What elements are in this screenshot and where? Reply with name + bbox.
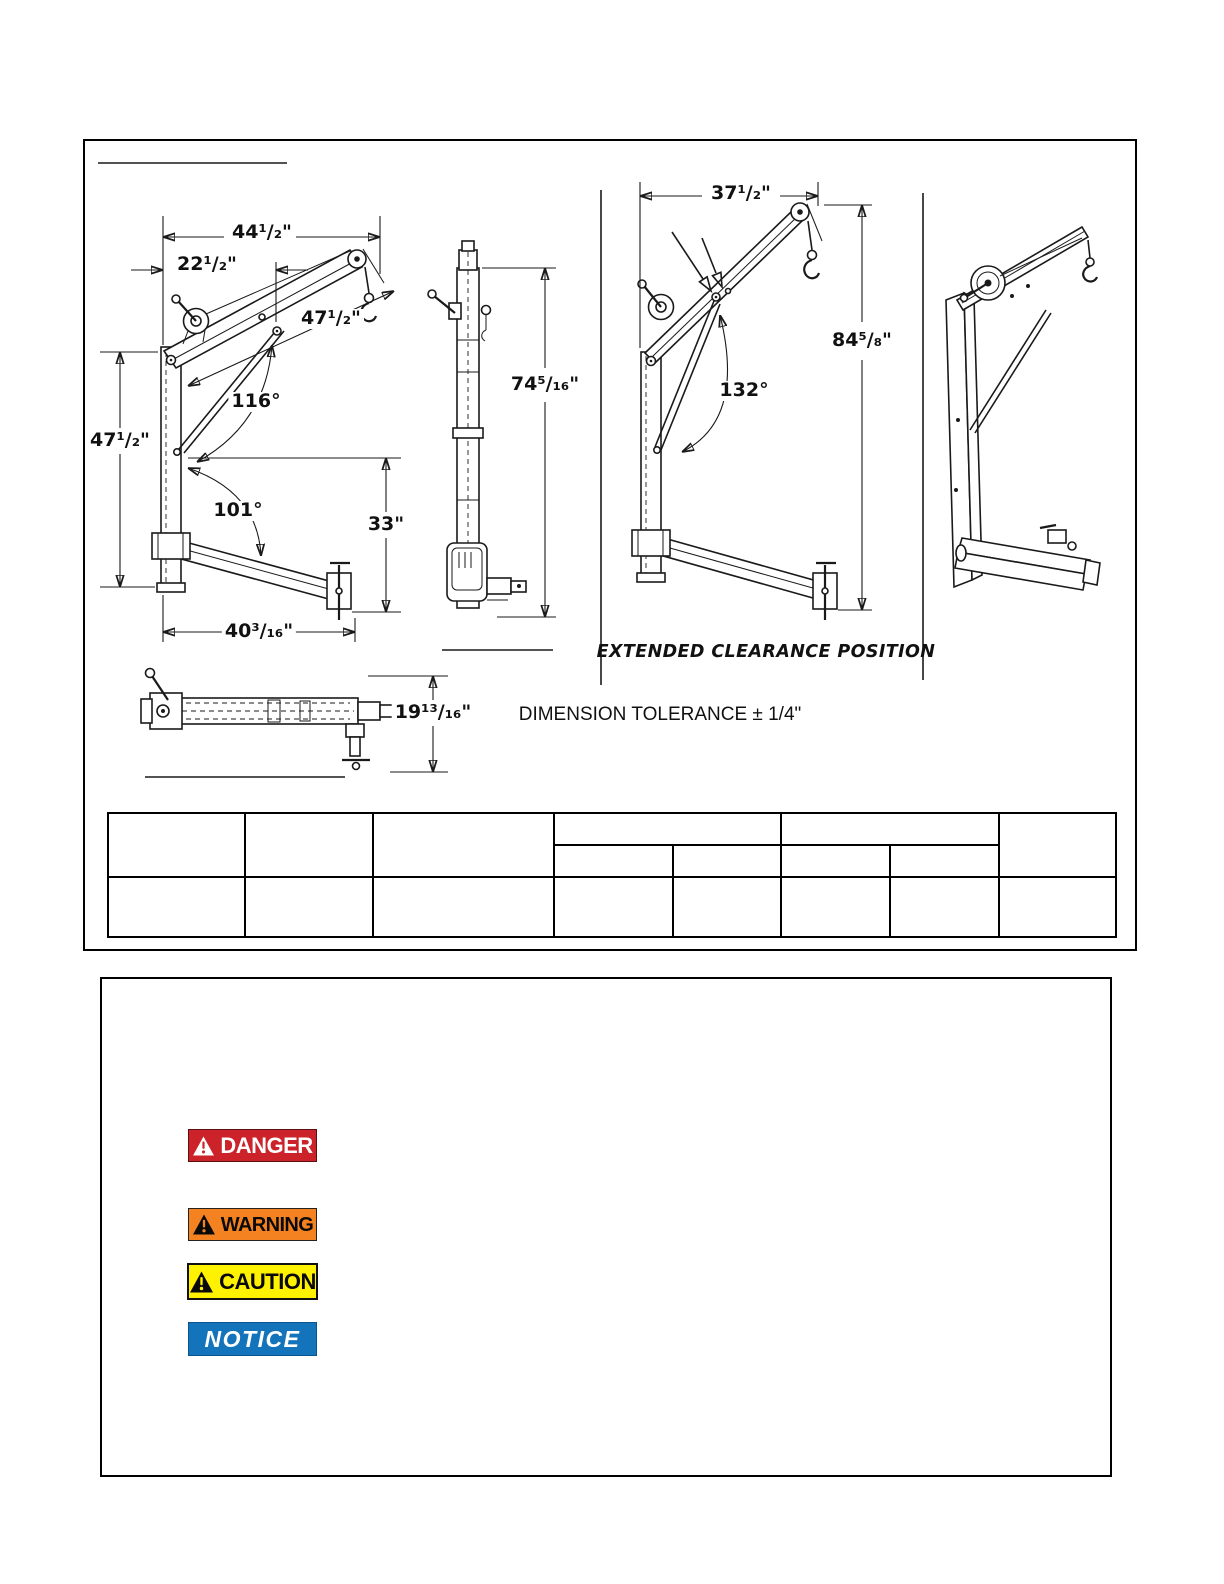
- angle-extended-label: 132°: [716, 381, 771, 401]
- spec-table-group-header-cell: [781, 813, 999, 845]
- red-callout-arrows: [672, 232, 722, 291]
- winch-handle-knob: [961, 295, 968, 302]
- hook: [1083, 266, 1097, 281]
- danger-signal-label: [188, 1129, 317, 1162]
- spec-table-header-cell: [373, 813, 554, 877]
- winch-handle-knob: [638, 280, 646, 288]
- signal-word: WARNING: [220, 1213, 314, 1236]
- dim-boom-length-label: 47¹/₂": [298, 309, 364, 329]
- angle-boom-mast-label: 116°: [228, 392, 283, 412]
- caution-signal-label: [187, 1263, 318, 1300]
- spec-table-header-cell: [108, 813, 245, 877]
- signal-word: CAUTION: [219, 1268, 316, 1294]
- signal-word: DANGER: [220, 1132, 313, 1158]
- hook: [804, 260, 819, 278]
- spec-table-cell: [999, 877, 1116, 937]
- warning-signal-label: [188, 1208, 317, 1241]
- spec-table-header-cell: [999, 813, 1116, 877]
- alert-triangle-icon: [192, 1214, 216, 1235]
- spec-table-cell: [245, 877, 373, 937]
- notice-signal-label: [188, 1322, 317, 1356]
- spec-table-header-cell: [245, 813, 373, 877]
- spec-table-cell: [781, 877, 890, 937]
- boom-pin-hole: [726, 289, 731, 294]
- hook: [482, 330, 486, 341]
- hitch-pin-assembly: [346, 724, 364, 737]
- brace-anchor-pin: [654, 447, 660, 453]
- hook-swivel: [1086, 258, 1094, 266]
- dim-overall-width-label: 44¹/₂": [229, 223, 295, 243]
- hook-swivel: [808, 251, 817, 260]
- side-view: [428, 241, 556, 650]
- brace-anchor-pin: [174, 449, 180, 455]
- hitch-tube: [487, 578, 511, 594]
- mast-base-plate: [157, 583, 185, 592]
- dim-extended-height-label: 84⁵/₈": [829, 331, 895, 351]
- spec-table-group-header-cell: [554, 813, 781, 845]
- receiver-tube: [358, 702, 380, 720]
- arm-end-cap: [1083, 560, 1100, 585]
- spec-table-subheader-cell: [890, 845, 999, 877]
- extended-position-caption: EXTENDED CLEARANCE POSITION: [596, 642, 936, 662]
- angle-arm-mast-label: 101°: [210, 501, 265, 521]
- hitch-fitting: [1048, 530, 1066, 543]
- winch-handle-knob: [172, 295, 180, 303]
- spec-table-cell: [890, 877, 999, 937]
- spec-table-cell: [673, 877, 781, 937]
- front-view: [152, 249, 384, 620]
- hook-swivel: [482, 306, 491, 315]
- winch-cable: [1000, 238, 1082, 276]
- alert-triangle-icon: [192, 1136, 215, 1156]
- alert-triangle-icon: [189, 1271, 214, 1293]
- spec-table-cell: [373, 877, 554, 937]
- spec-table-cell: [108, 877, 245, 937]
- spec-table-cell: [554, 877, 673, 937]
- winch-handle-knob: [146, 669, 155, 678]
- isometric-view: [946, 227, 1100, 590]
- signal-word: NOTICE: [204, 1325, 301, 1352]
- boom-pin-hole: [259, 314, 265, 320]
- mast-base-plate: [637, 573, 665, 582]
- boom: [957, 227, 1088, 310]
- dim-arm-reach-label: 40³/₁₆": [222, 622, 296, 642]
- boom: [645, 210, 803, 363]
- brace: [970, 310, 1046, 430]
- dim-winch-offset-label: 22¹/₂": [174, 255, 240, 275]
- winch-handle-knob: [428, 290, 436, 298]
- collar: [453, 428, 483, 438]
- spec-table: [107, 812, 1117, 938]
- spec-table-subheader-cell: [554, 845, 673, 877]
- base-housing: [447, 543, 487, 601]
- dim-top-width-label: 19¹³/₁₆": [392, 703, 475, 723]
- dim-folded-height-label: 74⁵/₁₆": [508, 375, 582, 395]
- dim-drop-label: 33": [365, 515, 407, 535]
- dim-extended-reach-label: 37¹/₂": [708, 184, 774, 204]
- spec-table-subheader-cell: [673, 845, 781, 877]
- tolerance-note: DIMENSION TOLERANCE ± 1/4": [518, 704, 802, 725]
- dim-mast-height-label: 47¹/₂": [87, 431, 153, 451]
- spec-table-subheader-cell: [781, 845, 890, 877]
